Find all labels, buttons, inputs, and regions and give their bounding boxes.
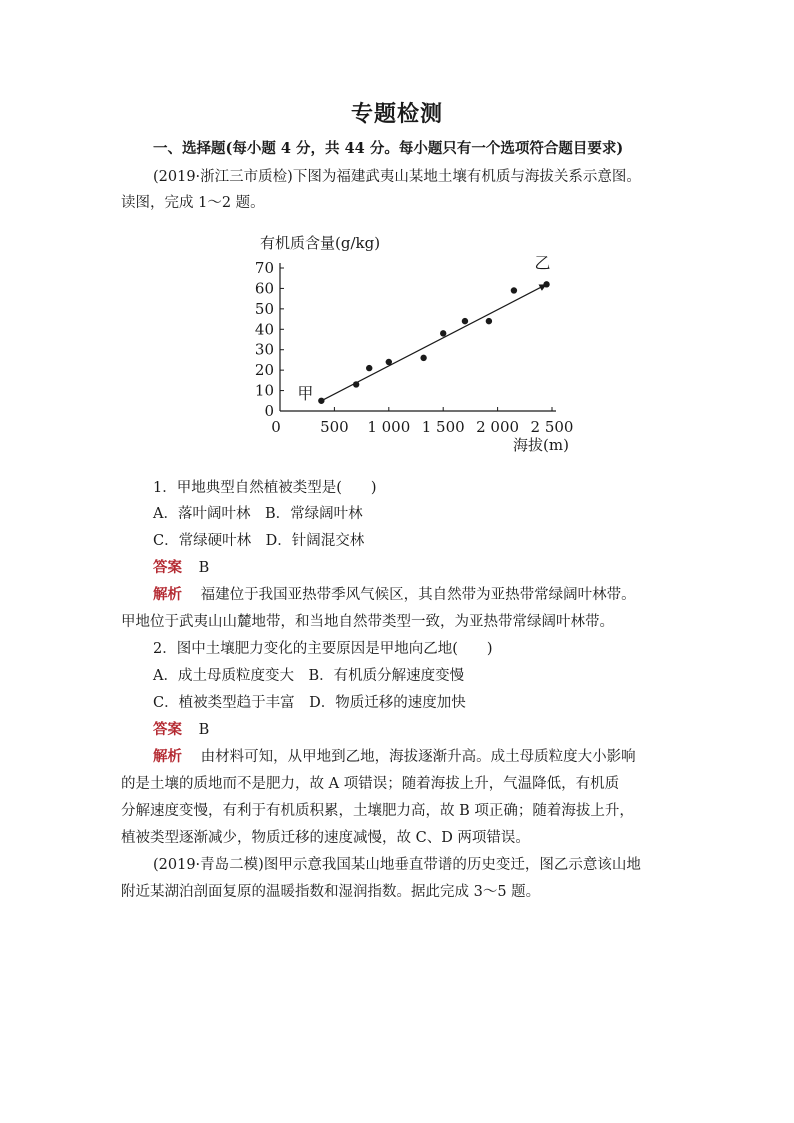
q2-analysis-row	[153, 747, 636, 767]
q2-options-line2: C．植被类型趋于丰富 D．物质迁移的速度加快	[153, 695, 466, 711]
q1-analysis-line2: 甲地位于武夷山山麓地带，和当地自然带类型一致，为亚热带常绿阔叶林带。	[121, 614, 614, 630]
point-label-yi: 乙	[534, 253, 551, 273]
q1-options-line1: A．落叶阔叶林 B．常绿阔叶林	[153, 506, 363, 522]
q2-answer: B	[198, 722, 210, 738]
q2-options-line1: A．成土母质粒度变大 B．有机质分解速度变慢	[153, 668, 465, 684]
section-heading: 一、选择题(每小题 4 分，共 44 分。每小题只有一个选项符合题目要求)	[153, 140, 624, 157]
y-tick-label: 20	[254, 361, 274, 380]
intro2-line2: 附近某湖泊剖面复原的温暖指数和湿润指数。据此完成 3～5 题。	[121, 884, 541, 900]
q1-answer-label: 答案	[153, 559, 182, 576]
data-point	[440, 330, 446, 336]
q1-answer: B	[198, 560, 210, 576]
q2-analysis-label: 解析	[153, 748, 182, 765]
y-tick-label: 70	[254, 259, 274, 277]
q1-stem: 1．甲地典型自然植被类型是( )	[153, 480, 377, 496]
intro1-line1: (2019·浙江三市质检)下图为福建武夷山某地土壤有机质与海拔关系示意图。	[153, 169, 641, 185]
data-point	[511, 287, 517, 293]
q2-analysis-line2: 的是土壤的质地而不是肥力，故 A 项错误；随着海拔上升，气温降低，有机质	[121, 776, 620, 792]
y-axis-label: 有机质含量(g/kg)	[260, 234, 381, 252]
x-tick-label: 1 500	[421, 418, 465, 436]
data-point	[386, 359, 392, 365]
q1-answer-row	[153, 558, 209, 578]
data-point	[353, 381, 359, 387]
y-tick-label: 60	[254, 279, 274, 298]
intro1-line2: 读图，完成 1～2 题。	[121, 195, 265, 211]
data-point	[318, 398, 324, 404]
q1-options-line2: C．常绿硬叶林 D．针阔混交林	[153, 533, 365, 549]
x-tick-label: 2 000	[476, 418, 520, 436]
q2-answer-label: 答案	[153, 721, 182, 738]
page-title: 专题检测	[350, 101, 443, 127]
q1-analysis-line1: 福建位于我国亚热带季风气候区，其自然带为亚热带常绿阔叶林带。	[200, 587, 636, 603]
x-tick-label: 1 000	[367, 418, 411, 436]
y-tick-label: 0	[264, 402, 274, 420]
q1-analysis-label: 解析	[153, 586, 182, 603]
q2-analysis-line1: 由材料可知，从甲地到乙地，海拔逐渐升高。成土母质粒度大小影响	[200, 749, 636, 765]
data-point	[462, 318, 468, 324]
altitude-organic-matter-chart	[238, 218, 578, 466]
intro2-line1: (2019·青岛二模)图甲示意我国某山地垂直带谱的历史变迁，图乙示意该山地	[153, 857, 641, 873]
x-tick-label: 500	[320, 418, 349, 436]
y-tick-label: 50	[254, 299, 274, 318]
data-point	[543, 281, 549, 287]
x-axis-label: 海拔(m)	[513, 436, 569, 454]
data-point	[366, 365, 372, 371]
data-point	[486, 318, 492, 324]
q2-analysis-line3: 分解速度变慢，有利于有机质积累，土壤肥力高，故 B 项正确；随着海拔上升，	[121, 803, 634, 819]
point-label-jia: 甲	[297, 383, 314, 403]
y-tick-label: 10	[254, 381, 274, 400]
y-tick-label: 30	[254, 340, 274, 359]
x-tick-label: 2 500	[530, 418, 574, 436]
y-tick-label: 40	[254, 320, 274, 339]
q2-analysis-line4: 植被类型逐渐减少，物质迁移的速度减慢，故 C、D 两项错误。	[121, 830, 530, 846]
q1-analysis-row	[153, 585, 636, 605]
q2-answer-row	[153, 720, 209, 740]
data-point	[420, 355, 426, 361]
x-tick-label: 0	[271, 418, 281, 436]
q2-stem: 2．图中土壤肥力变化的主要原因是甲地向乙地( )	[153, 641, 493, 657]
